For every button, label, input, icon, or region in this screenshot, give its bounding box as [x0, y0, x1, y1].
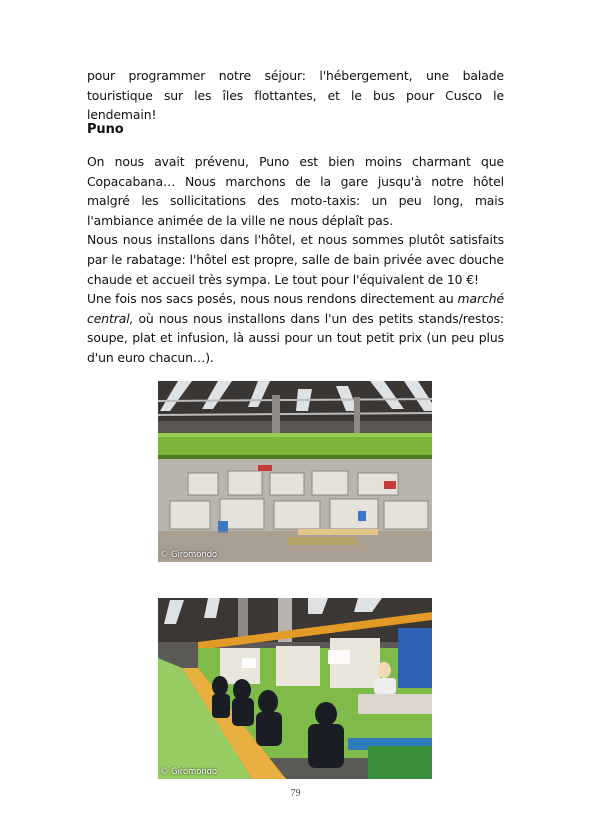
- intro-text: pour programmer notre séjour: l'hébergement, une balade touristique sur les îles flottantes, et le bus pour Cusco le lendemain!: [87, 68, 504, 123]
- photo-watermark: © Giromondo: [160, 767, 218, 777]
- page-number: 79: [290, 788, 301, 799]
- body-paragraph-3: [87, 289, 504, 367]
- market-overview-photo: [158, 381, 432, 562]
- food-stalls-photo: [158, 598, 432, 779]
- intro-paragraph: [87, 66, 504, 125]
- body-paragraph-1: On nous avait prévenu, Puno est bien moins charmant que Copacabana… Nous marchons de la gare jusqu'à notre hôtel malgré les sollicitations des moto-taxis: un peu long, mais l'ambiance animée de la ville ne nous déplaît pas.: [87, 154, 504, 228]
- para3-text-before: Une fois nos sacs posés, nous nous rendons directement au: [87, 291, 458, 307]
- body-text: [87, 152, 504, 368]
- body-paragraph-2: Nous nous installons dans l'hôtel, et nous sommes plutôt satisfaits par le rabatage: l'hôtel est propre, salle de bain privée avec douche chaude et accueil très sympa. Le tout pour l'équivalent de 10 €!: [87, 232, 504, 287]
- para3-italic-term: marché central,: [87, 291, 504, 326]
- photo-watermark: © Giromondo: [160, 550, 218, 560]
- para3-text-after: où nous nous installons dans l'un des petits stands/restos: soupe, plat et infusion, là aussi pour un tout petit prix (un peu plus d'un euro chacun…).: [87, 310, 504, 365]
- section-heading: Puno: [87, 122, 124, 137]
